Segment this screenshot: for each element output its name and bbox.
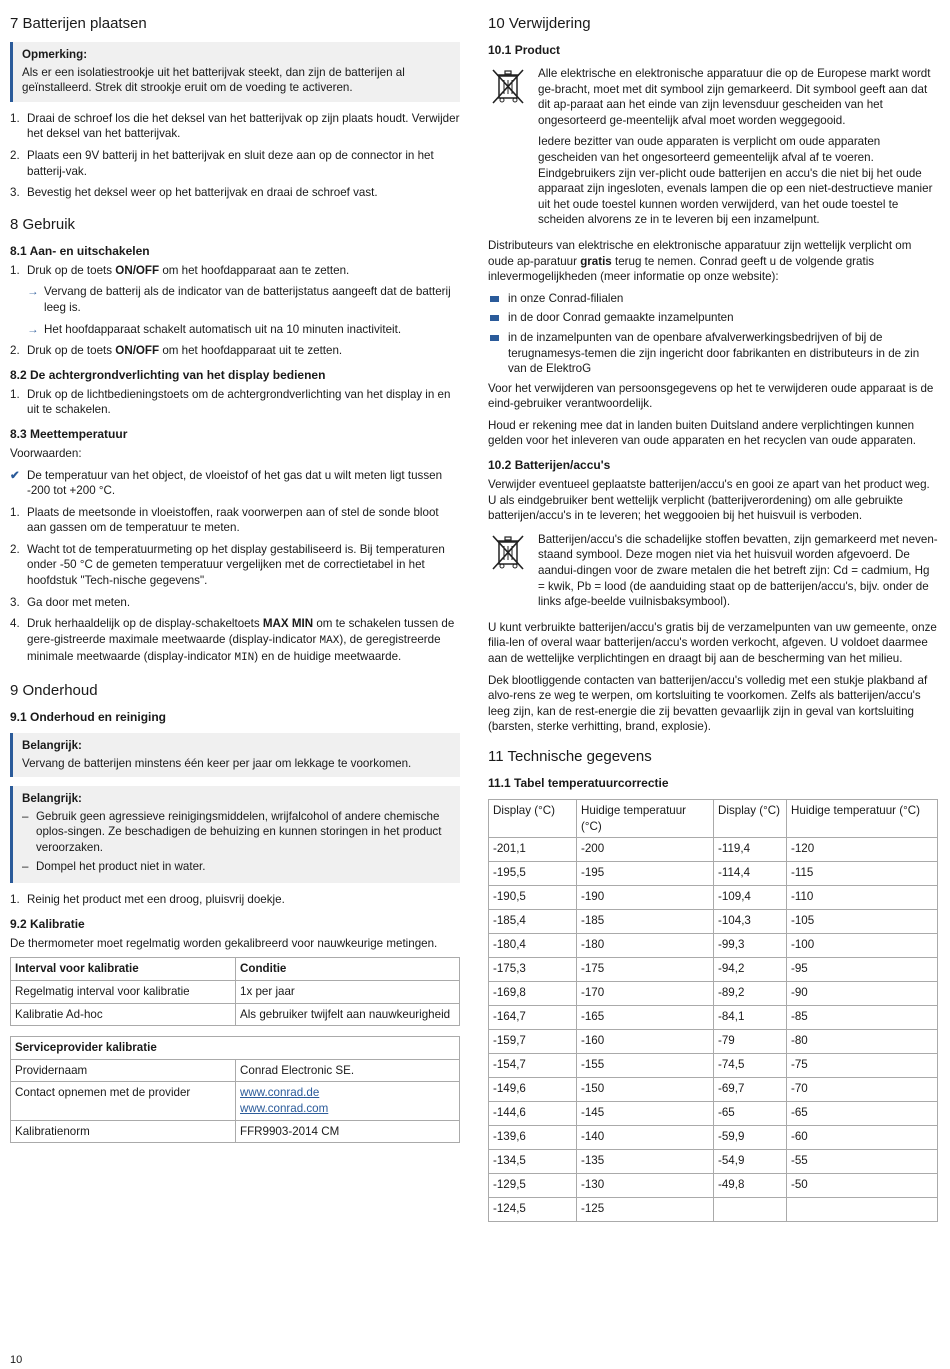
service-provider-table (10, 1036, 460, 1143)
note-box (10, 42, 460, 102)
table-row (489, 1078, 938, 1102)
table-cell: -160 (577, 1030, 714, 1054)
table-cell: -175 (577, 958, 714, 982)
table-cell: -190,5 (489, 886, 577, 910)
table-row (489, 1126, 938, 1150)
table-cell: -200 (577, 838, 714, 862)
table-cell (714, 1198, 787, 1222)
table-cell: -90 (787, 982, 938, 1006)
section-9-title: 9 Onderhoud (10, 682, 98, 700)
step-2: 2. Druk op de toets ON/OFF om het hoofdapparaat uit te zetten. (10, 344, 343, 358)
crossed-bin-icon (488, 532, 528, 616)
dash-item: – Dompel het product niet in water. (22, 859, 206, 873)
table-cell: -59,9 (714, 1126, 787, 1150)
table-cell: -109,4 (714, 886, 787, 910)
table-cell: -105 (787, 910, 938, 934)
section-9-1-title: 9.1 Onderhoud en reiniging (10, 710, 167, 725)
table-row: Kalibratienorm FFR9903-2014 CM (11, 1120, 460, 1143)
conrad-de-link[interactable]: www.conrad.de (240, 1086, 320, 1100)
paragraph: Distributeurs van elektrische en elektronische apparatuur zijn wettelijk verplicht om oude ap-paratuur gratis terug te nemen. Conrad geeft u de volgende gratis inlevermogelijkheden (meer informatie op onze website): (488, 238, 912, 284)
table-header-row: Serviceprovider kalibratie (11, 1037, 460, 1060)
conrad-com-link[interactable]: www.conrad.com (240, 1101, 329, 1115)
table-cell: -79 (714, 1030, 787, 1054)
right-column (488, 14, 938, 1222)
table-cell: -154,7 (489, 1054, 577, 1078)
section-10-title: 10 Verwijdering (488, 15, 591, 32)
table-row (489, 1150, 938, 1174)
table-cell: -170 (577, 982, 714, 1006)
list-item: in de door Conrad gemaakte inzamelpunten (488, 310, 938, 326)
bullet-icon (490, 335, 499, 341)
page-number: 10 (10, 1354, 23, 1366)
table-cell: -201,1 (489, 838, 577, 862)
arrow-right-icon: → (27, 285, 39, 299)
table-row: Regelmatig interval voor kalibratie 1x per jaar (11, 980, 460, 1003)
important-box: Belangrijk: – Gebruik geen agressieve reinigingsmiddelen, wrijfalcohol of andere chemische oplos-singen. Ze beschadigen de behuizing en kunnen storingen in het product veroorzaken. – Dompel het product niet in water. (10, 786, 460, 883)
result-item: → Het hoofdapparaat schakelt automatisch uit na 10 minuten inactiviteit. (27, 322, 402, 336)
table-cell: -129,5 (489, 1174, 577, 1198)
table-cell: -104,3 (714, 910, 787, 934)
table-cell: -49,8 (714, 1174, 787, 1198)
table-cell: -195 (577, 862, 714, 886)
table-cell: -165 (577, 1006, 714, 1030)
step-1: 1. Druk op de toets ON/OFF om het hoofdapparaat aan te zetten. (10, 263, 350, 277)
table-cell: -70 (787, 1078, 938, 1102)
table-cell: -125 (577, 1198, 714, 1222)
table-row (489, 934, 938, 958)
weee-block (488, 66, 938, 234)
table-row (489, 958, 938, 982)
table-row (489, 1006, 938, 1030)
step-2: 2. Wacht tot de temperatuurmeting op het display gestabiliseerd is. Bij temperaturen onder -50 °C de gemeten temperatuur vergelijken met de correctietabel in het hoofdstuk "Tech-nische gegevens". (10, 542, 445, 588)
important-box: Belangrijk: Vervang de batterijen minstens één keer per jaar om lekkage te voorkomen. (10, 733, 460, 777)
table-cell: -119,4 (714, 838, 787, 862)
arrow-right-icon: → (27, 322, 39, 336)
section-8-1-title: 8.1 Aan- en uitschakelen (10, 243, 150, 258)
section-7-title: 7 Batterijen plaatsen (10, 15, 147, 32)
table-row: Kalibratie Ad-hoc Als gebruiker twijfelt aan nauwkeurigheid (11, 1003, 460, 1026)
paragraph: Verwijder eventueel geplaatste batterijen/accu's en gooi ze apart van het product weg. U als eindgebruiker bent wettelijk verplicht (batterijverordening) om alle gebruikte batterijen/accu's in te leveren; het weggooien bij het huisvuil is verboden. (488, 478, 930, 523)
paragraph: U kunt verbruikte batterijen/accu's gratis bij de verzamelpunten van uw gemeente, onze filia-len of overal waar batterijen/accu's worden verkocht, afgeven. U voldoet daarmee aan de wettelijke verplichtingen en draagt bij aan de bescherming van het milieu. (488, 620, 937, 665)
section-10-2-title: 10.2 Batterijen/accu's (488, 458, 611, 473)
prerequisite-item: ✔ De temperatuur van het object, de vloeistof of het gas dat u wilt meten ligt tussen -200 tot +200 °C. (10, 468, 443, 498)
paragraph: Voor het verwijderen van persoonsgegevens op het te verwijderen oude apparaat is de eind-gebruiker verantwoordelijk. (488, 381, 934, 411)
table-cell: -54,9 (714, 1150, 787, 1174)
table-cell: -94,2 (714, 958, 787, 982)
paragraph: Houd er rekening mee dat in landen buiten Duitsland andere verplichtingen kunnen gelden voor het inleveren van oude apparaten en het recyclen van oude apparaten. (488, 418, 916, 448)
table-cell: -139,6 (489, 1126, 577, 1150)
table-row (489, 838, 938, 862)
table-header-row: Interval voor kalibratie Conditie (11, 958, 460, 981)
calibration-table (10, 957, 460, 1026)
table-row (489, 1198, 938, 1222)
table-cell: -190 (577, 886, 714, 910)
bullet-icon (490, 315, 499, 321)
table-cell: -180 (577, 934, 714, 958)
note-title: Opmerking: (22, 48, 88, 61)
table-cell: -84,1 (714, 1006, 787, 1030)
table-row (489, 886, 938, 910)
table-cell: -99,3 (714, 934, 787, 958)
table-cell: -164,7 (489, 1006, 577, 1030)
paragraph: Dek blootliggende contacten van batterijen/accu's volledig met een stukje plakband af alvo-rens ze weg te werpen, om kortsluiting te voorkomen. Zelfs als batterijen/accu's leeg zijn, kan de rest-energie die zij bevatten gevaarlijk zijn in geval van kortsluiting (barsten, sterke verhitting, brand, explosie). (488, 673, 928, 734)
note-text: Als er een isolatiestrookje uit het batterijvak steekt, dan zijn de batterijen al geïnstalleerd. Strek dit strookje eruit om de voeding te activeren. (22, 65, 405, 95)
table-row (489, 1174, 938, 1198)
result-item: → Vervang de batterij als de indicator van de batterijstatus aangeeft dat de batterij leeg is. (27, 285, 451, 314)
table-row (489, 1102, 938, 1126)
section-11-title: 11 Technische gegevens (488, 747, 652, 765)
table-cell: -145 (577, 1102, 714, 1126)
table-cell: -124,5 (489, 1198, 577, 1222)
table-cell: -69,7 (714, 1078, 787, 1102)
table-cell: -115 (787, 862, 938, 886)
table-cell: -100 (787, 934, 938, 958)
table-cell: -175,3 (489, 958, 577, 982)
table-cell: -169,8 (489, 982, 577, 1006)
section-8-2-title: 8.2 De achtergrondverlichting van het display bedienen (10, 367, 326, 382)
step-1: 1. Reinig het product met een droog, pluisvrij doekje. (10, 893, 285, 907)
bullet-icon (490, 296, 499, 302)
table-row (489, 1030, 938, 1054)
table-cell: -185 (577, 910, 714, 934)
table-row (489, 910, 938, 934)
left-column (10, 14, 460, 1143)
table-cell: -95 (787, 958, 938, 982)
battery-weee-block (488, 532, 938, 616)
section-11-1-title: 11.1 Tabel temperatuurcorrectie (488, 775, 669, 790)
table-cell: -60 (787, 1126, 938, 1150)
table-cell: -65 (787, 1102, 938, 1126)
section-9-2-title: 9.2 Kalibratie (10, 916, 85, 931)
checkmark-icon: ✔ (10, 468, 20, 482)
calibration-text: De thermometer moet regelmatig worden gekalibreerd voor nauwkeurige metingen. (10, 936, 438, 950)
section-10-1-title: 10.1 Product (488, 43, 561, 57)
table-cell (787, 1198, 938, 1222)
list-item: in de inzamelpunten van de openbare afvalverwerkingsbedrijven of bij de terugnamesys-temen die zijn ingericht door fabrikanten en distributeurs in de zin van de ElektroG (488, 330, 938, 377)
section-8-title: 8 Gebruik (10, 215, 76, 233)
table-cell: -120 (787, 838, 938, 862)
table-cell: -140 (577, 1126, 714, 1150)
table-cell: -75 (787, 1054, 938, 1078)
table-cell: -155 (577, 1054, 714, 1078)
step-1: 1. Draai de schroef los die het deksel van het batterijvak op zijn plaats houdt. Verwijder het deksel van het batterijvak. (10, 111, 460, 141)
step-4: 4. Druk herhaaldelijk op de display-schakeltoets MAX MIN om te schakelen tussen de gere-gistreerde maximale meetwaarde (display-indicator MAX), de geregistreerde minimale meetwaarde (display-indicator MIN) en de huidige meetwaarde. (10, 617, 455, 665)
table-cell: -80 (787, 1030, 938, 1054)
table-cell: -134,5 (489, 1150, 577, 1174)
table-cell: -89,2 (714, 982, 787, 1006)
table-cell: -149,6 (489, 1078, 577, 1102)
table-row: Contact opnemen met de provider www.conrad.de www.conrad.com (11, 1082, 460, 1120)
table-cell: -195,5 (489, 862, 577, 886)
step-2: 2. Plaats een 9V batterij in het batterijvak en sluit deze aan op de connector in het batterij-vak. (10, 148, 434, 178)
table-row (489, 1054, 938, 1078)
table-cell: -130 (577, 1174, 714, 1198)
section-8-3-title: 8.3 Meettemperatuur (10, 426, 128, 441)
table-cell: -85 (787, 1006, 938, 1030)
table-header-row: Display (°C) Huidige temperatuur (°C) Display (°C) Huidige temperatuur (°C) (489, 799, 938, 837)
table-row (489, 982, 938, 1006)
list-item: in onze Conrad-filialen (488, 291, 938, 307)
table-cell: -55 (787, 1150, 938, 1174)
step-3: 3. Ga door met meten. (10, 595, 131, 609)
table-cell: -144,6 (489, 1102, 577, 1126)
table-cell: -159,7 (489, 1030, 577, 1054)
step-1: 1. Druk op de lichtbedieningstoets om de achtergrondverlichting van het display in en uit te schakelen. (10, 387, 451, 417)
crossed-bin-icon (488, 66, 528, 234)
table-cell: -110 (787, 886, 938, 910)
paragraph: Alle elektrische en elektronische apparatuur die op de Europese markt wordt ge-bracht, moet met dit symbool zijn gemarkeerd. Dit symbool geeft aan dat dit ap-paraat aan het einde van zijn levensduur gescheiden van het ongesorteerd ge-meentelijk afval moet worden weggegooid. (538, 67, 931, 127)
table-cell: -185,4 (489, 910, 577, 934)
table-cell: -65 (714, 1102, 787, 1126)
dash-item: – Gebruik geen agressieve reinigingsmiddelen, wrijfalcohol of andere chemische oplos-singen. Ze beschadigen de behuizing en kunnen storingen in het product veroorzaken. (22, 809, 442, 854)
table-cell: -180,4 (489, 934, 577, 958)
table-cell: -135 (577, 1150, 714, 1174)
step-1: 1. Plaats de meetsonde in vloeistoffen, raak voorwerpen aan of stel de sonde bloot aan gassen om de temperatuur te meten. (10, 505, 439, 535)
step-3: 3. Bevestig het deksel weer op het batterijvak en draai de schroef vast. (10, 186, 378, 200)
temperature-correction-table (488, 799, 938, 1222)
table-cell: -74,5 (714, 1054, 787, 1078)
table-row: Providernaam Conrad Electronic SE. (11, 1059, 460, 1082)
table-cell: -150 (577, 1078, 714, 1102)
table-cell: -50 (787, 1174, 938, 1198)
paragraph: Iedere bezitter van oude apparaten is verplicht om oude apparaten gescheiden van het ongesorteerd gemeentelijk afval af te voeren. Eindgebruikers zijn ver-plicht oude batterijen en accu's die niet bij het oude apparaat zijn ingesloten, evenals lampen die op een niet-destructieve manier uit het oude toestel kunnen worden verwijderd, van het oude toestel te scheiden alvorens ze in te leveren bij een inzamelpunt. (538, 135, 933, 227)
prerequisites-label: Voorwaarden: (10, 446, 82, 460)
paragraph: Batterijen/accu's die schadelijke stoffen bevatten, zijn gemarkeerd met neven-staand symbool. Deze mogen niet via het huisvuil worden afgevoerd. De aandui-dingen voor de zware metalen die het betreft zijn: Cd = cadmium, Hg = kwik, Pb = lood (de aanduiding staat op de batterijen/accu's, bijv. onder de links afge-beelde vuilnisbaksymbool). (538, 532, 938, 609)
table-row (489, 862, 938, 886)
table-cell: -114,4 (714, 862, 787, 886)
